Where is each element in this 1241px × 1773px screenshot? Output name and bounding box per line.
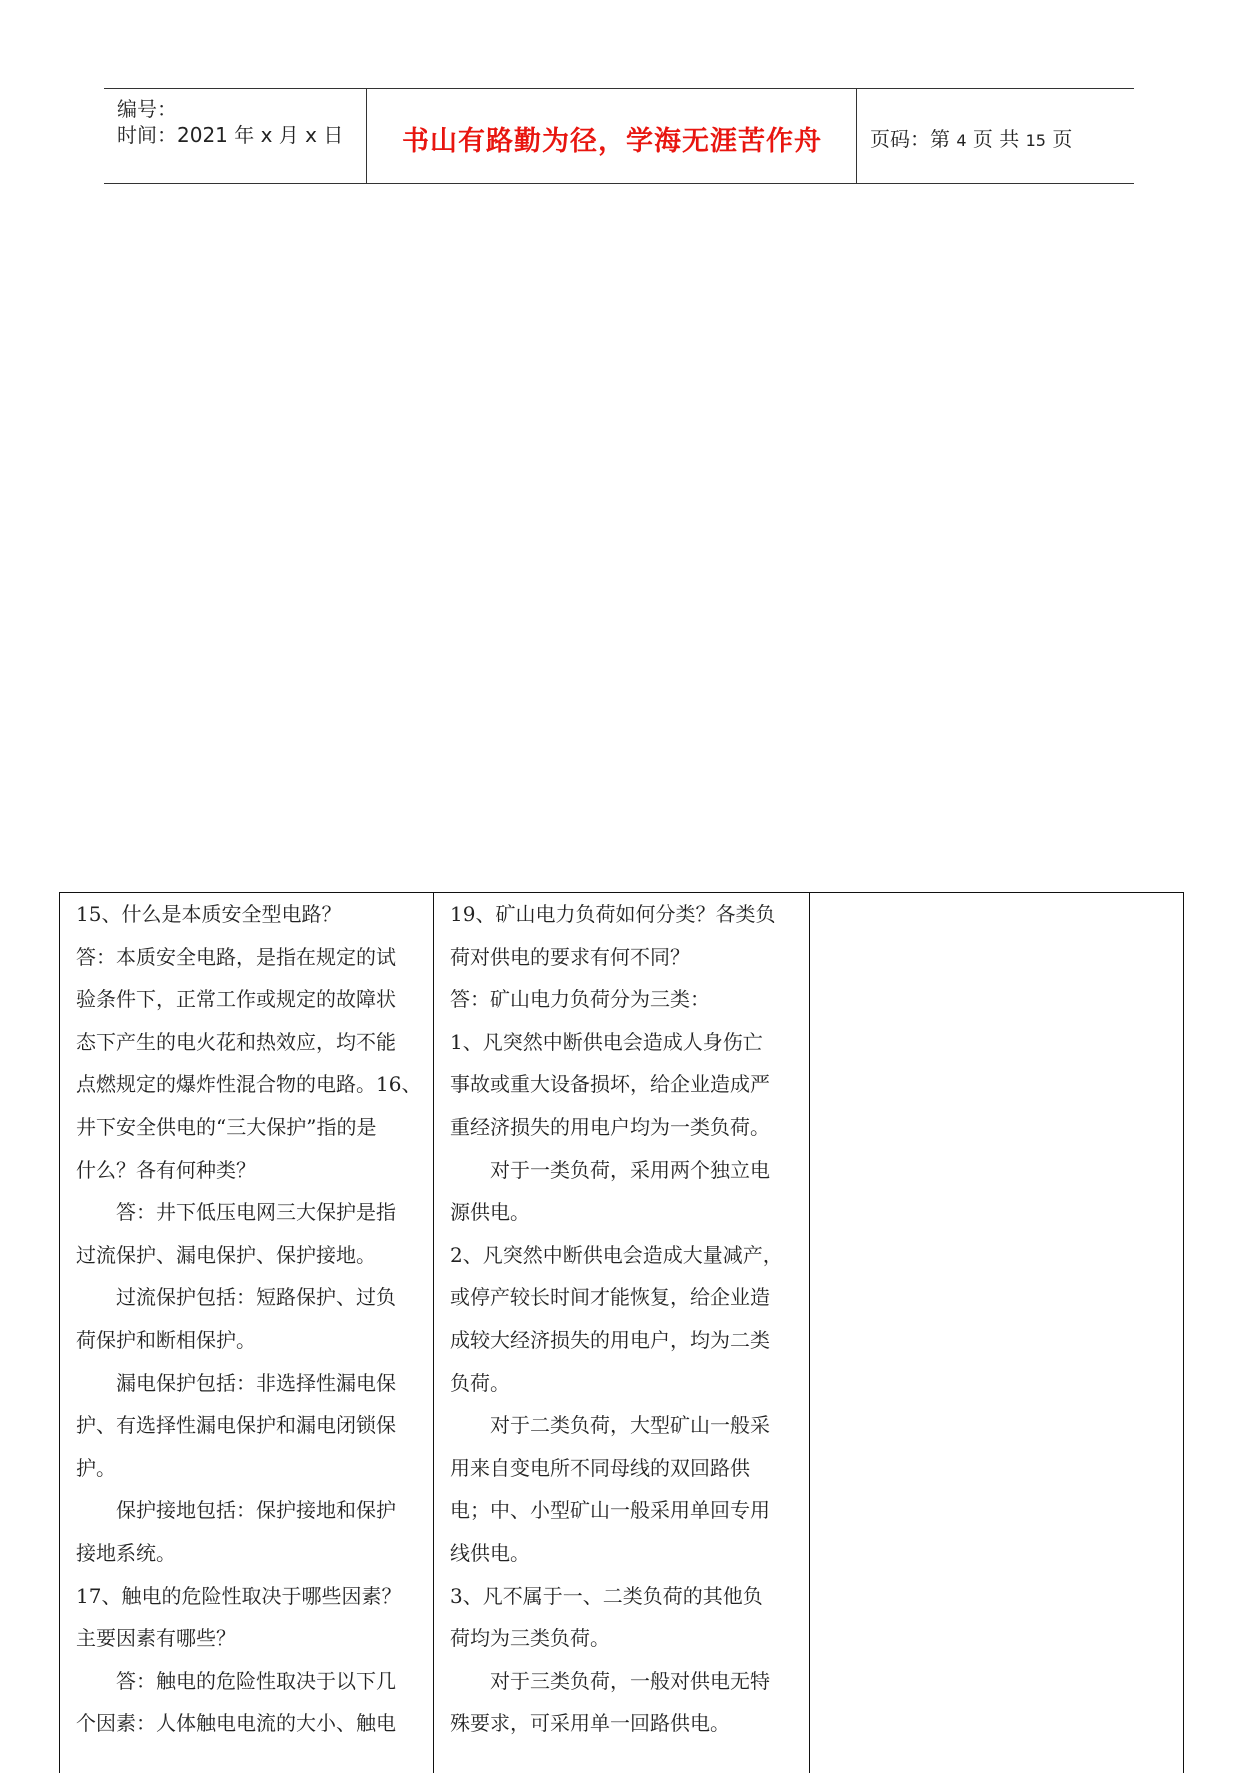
table-column-3 <box>810 893 1184 1773</box>
text-line: 答：井下低压电网三大保护是指 <box>116 1200 396 1225</box>
text-line: 接地系统。 <box>76 1540 176 1565</box>
text-line: 殊要求，可采用单一回路供电。 <box>450 1711 730 1736</box>
text-line: 答：触电的危险性取决于以下几 <box>116 1668 396 1693</box>
text-line: 荷均为三类负荷。 <box>450 1626 610 1651</box>
text-line: 保护接地包括：保护接地和保护 <box>116 1498 396 1523</box>
text-line: 1、凡突然中断供电会造成人身伤亡 <box>450 1029 763 1054</box>
text-line: 对于一类负荷，采用两个独立电 <box>490 1157 770 1182</box>
table-column-2 <box>434 893 810 1773</box>
text-line: 事故或重大设备损坏，给企业造成严 <box>450 1072 770 1097</box>
text-line: 漏电保护包括：非选择性漏电保 <box>116 1370 396 1395</box>
document-number-label: 编号： <box>117 97 177 121</box>
text-line: 对于二类负荷，大型矿山一般采 <box>490 1413 770 1438</box>
text-line: 态下产生的电火花和热效应，均不能 <box>76 1029 396 1054</box>
text-line: 过流保护、漏电保护、保护接地。 <box>76 1242 376 1267</box>
page-suffix: 页 <box>1045 127 1073 151</box>
page-prefix: 页码：第 <box>870 127 957 151</box>
text-line: 19、矿山电力负荷如何分类？各类负 <box>450 902 776 926</box>
text-line: 过流保护包括：短路保护、过负 <box>116 1285 396 1310</box>
table-column-1 <box>60 893 434 1773</box>
text-line: 重经济损失的用电户均为一类负荷。 <box>450 1114 770 1139</box>
text-line: 荷保护和断相保护。 <box>76 1327 256 1352</box>
text-line: 用来自变电所不同母线的双回路供 <box>450 1455 750 1480</box>
text-line: 17、触电的危险性取决于哪些因素？ <box>76 1583 402 1608</box>
column-1-text <box>76 893 420 1745</box>
text-line: 主要因素有哪些？ <box>76 1626 236 1651</box>
text-line: 井下安全供电的“三大保护”指的是 <box>76 1114 377 1139</box>
text-line: 2、凡突然中断供电会造成大量减产， <box>450 1242 783 1267</box>
document-time-label: 时间：2021 年 x 月 x 日 <box>117 123 344 147</box>
text-line: 15、什么是本质安全型电路？ <box>76 902 342 926</box>
text-line: 源供电。 <box>450 1200 530 1225</box>
header-motto-cell <box>368 89 857 183</box>
text-line: 什么？各有何种类？ <box>76 1157 256 1182</box>
motto-text: 书山有路勤为径，学海无涯苦作舟 <box>402 126 822 157</box>
page-current: 4 <box>956 131 967 150</box>
text-line: 成较大经济损失的用电户，均为二类 <box>450 1327 770 1352</box>
text-line: 答：矿山电力负荷分为三类： <box>450 987 710 1012</box>
page-mid: 页 共 <box>966 127 1026 151</box>
text-line: 或停产较长时间才能恢复，给企业造 <box>450 1285 770 1310</box>
text-line: 护。 <box>76 1455 116 1480</box>
header-page-cell <box>858 89 1134 183</box>
text-line: 答：本质安全电路，是指在规定的试 <box>76 944 396 969</box>
text-line: 个因素：人体触电电流的大小、触电 <box>76 1711 396 1736</box>
page-total: 15 <box>1025 131 1046 150</box>
text-line: 验条件下，正常工作或规定的故障状 <box>76 987 396 1012</box>
text-line: 电；中、小型矿山一般采用单回专用 <box>450 1498 770 1523</box>
text-line: 负荷。 <box>450 1370 510 1395</box>
page-header <box>104 88 1134 184</box>
page-indicator <box>870 123 1072 152</box>
text-line: 线供电。 <box>450 1540 530 1565</box>
column-2-text <box>450 893 794 1745</box>
text-line: 对于三类负荷，一般对供电无特 <box>490 1668 770 1693</box>
text-line: 3、凡不属于一、二类负荷的其他负 <box>450 1583 763 1608</box>
header-meta-cell <box>104 89 367 183</box>
text-line: 点燃规定的爆炸性混合物的电路。16、 <box>76 1072 422 1097</box>
content-table <box>59 892 1184 1773</box>
text-line: 荷对供电的要求有何不同？ <box>450 944 690 969</box>
text-line: 护、有选择性漏电保护和漏电闭锁保 <box>76 1413 396 1438</box>
